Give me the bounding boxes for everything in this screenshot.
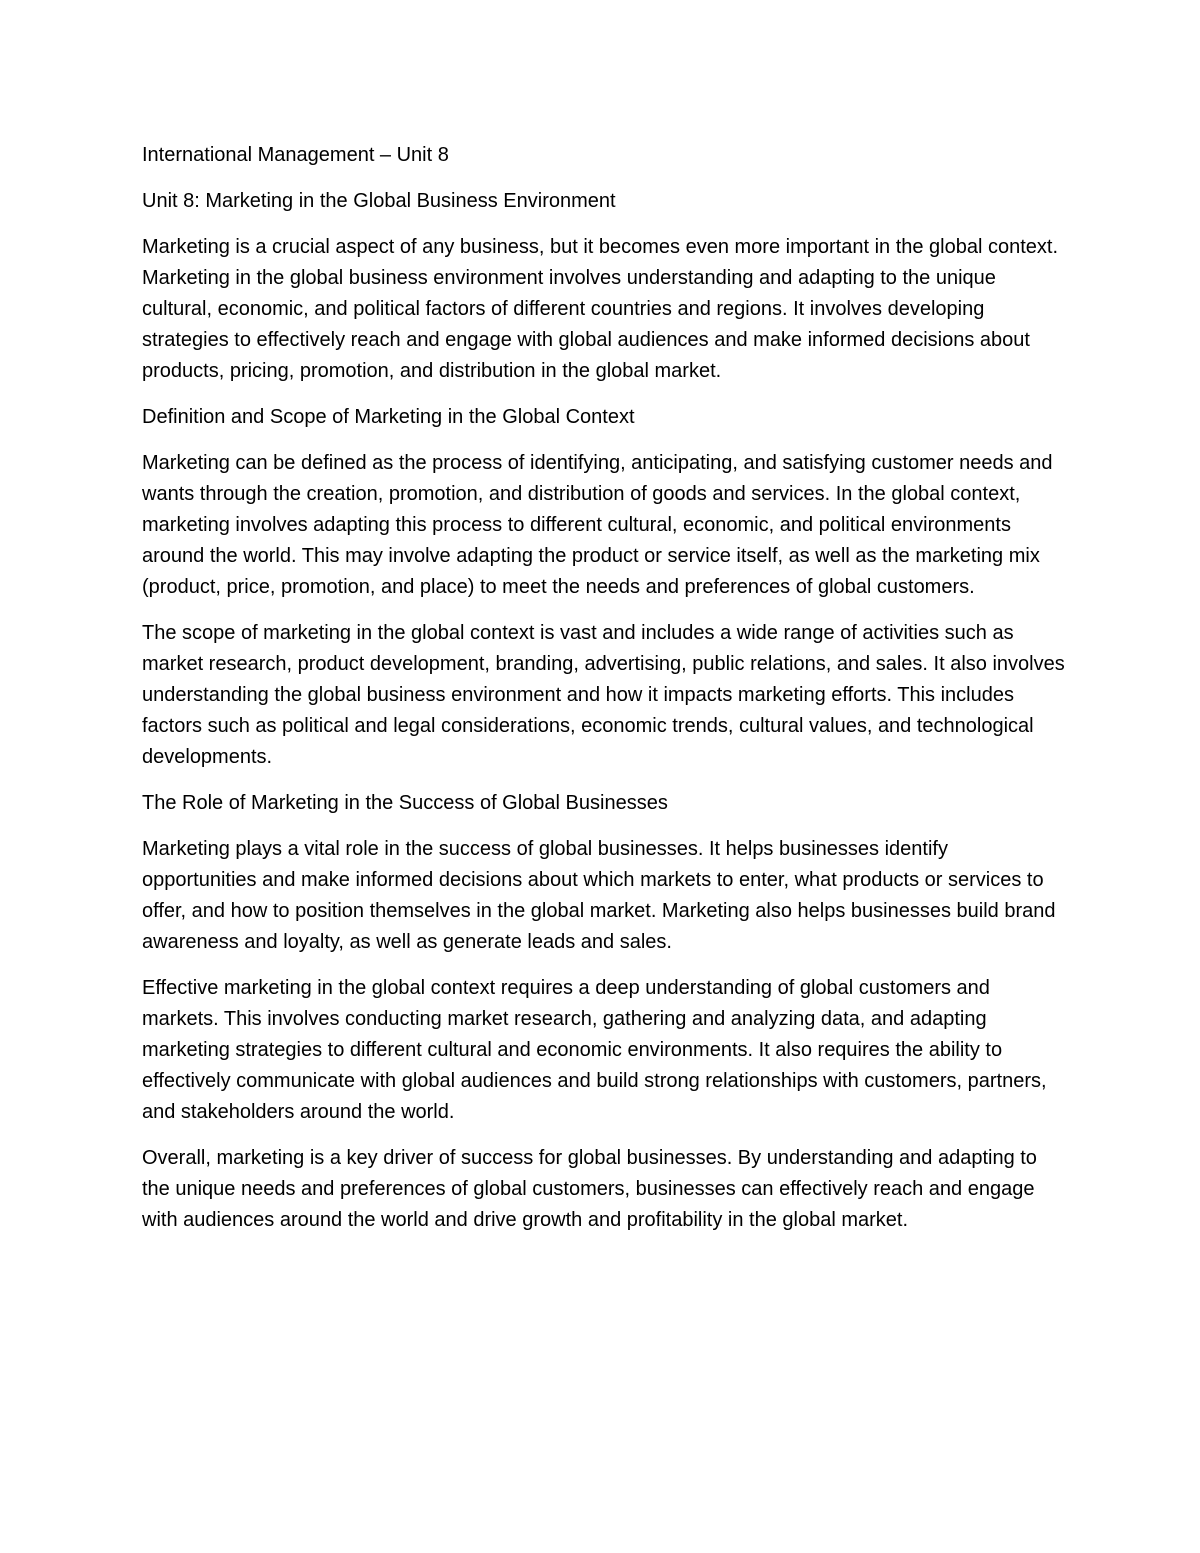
- role-paragraph: Marketing plays a vital role in the success of global businesses. It helps businesses identify opportunities and make informed decisions about which markets to enter, what products or services to offer, and how to position themselves in the global market. Marketing also helps businesses build brand awareness and loyalty, as well as generate leads and sales.: [142, 838, 1056, 953]
- section-heading-role-of-marketing: The Role of Marketing in the Success of Global Businesses: [142, 792, 668, 814]
- intro-paragraph: Marketing is a crucial aspect of any business, but it becomes even more important in the global context. Marketing in the global business environment involves understanding and adapting to the unique cultural, economic, and political factors of different countries and regions. It involves developing strategies to effectively reach and engage with global audiences and make informed decisions about products, pricing, promotion, and distribution in the global market.: [142, 236, 1059, 382]
- effective-marketing-paragraph: Effective marketing in the global context requires a deep understanding of global customers and markets. This involves conducting market research, gathering and analyzing data, and adapting marketing strategies to different cultural and economic environments. It also requires the ability to effectively communicate with global audiences and build strong relationships with customers, partners, and stakeholders around the world.: [142, 977, 1047, 1123]
- scope-paragraph: The scope of marketing in the global context is vast and includes a wide range of activities such as market research, product development, branding, advertising, public relations, and sales. It also involves understanding the global business environment and how it impacts marketing efforts. This includes factors such as political and legal considerations, economic trends, cultural values, and technological developments.: [142, 622, 1065, 768]
- section-heading-definition-scope: Definition and Scope of Marketing in the Global Context: [142, 406, 635, 428]
- document-title: International Management – Unit 8: [142, 144, 449, 166]
- unit-heading: Unit 8: Marketing in the Global Business Environment: [142, 190, 616, 212]
- definition-paragraph: Marketing can be defined as the process of identifying, anticipating, and satisfying customer needs and wants through the creation, promotion, and distribution of goods and services. In the global context, marketing involves adapting this process to different cultural, economic, and political environments around the world. This may involve adapting the product or service itself, as well as the marketing mix (product, price, promotion, and place) to meet the needs and preferences of global customers.: [142, 452, 1053, 598]
- conclusion-paragraph: Overall, marketing is a key driver of success for global businesses. By understanding and adapting to the unique needs and preferences of global customers, businesses can effectively reach and engage with audiences around the world and drive growth and profitability in the global market.: [142, 1147, 1037, 1231]
- document-body: [142, 140, 1067, 1251]
